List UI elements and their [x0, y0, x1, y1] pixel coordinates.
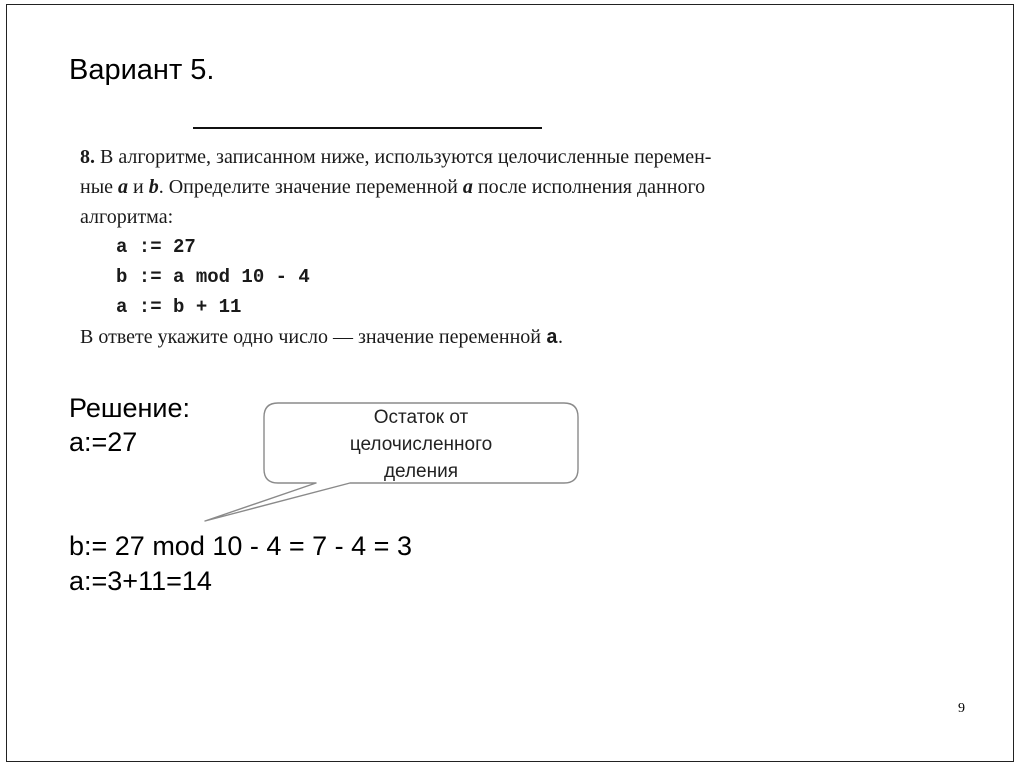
task-var-b: b	[148, 176, 159, 198]
callout-text	[264, 404, 578, 485]
task-answer-end: .	[558, 326, 564, 348]
page-number: 9	[958, 701, 965, 716]
callout-line-1: Остаток от	[373, 407, 469, 428]
task-var-a-2: a	[462, 176, 473, 198]
task-line-3: алгоритма:	[80, 206, 174, 228]
solution-step-2: b:= 27 mod 10 - 4 = 7 - 4 = 3	[69, 531, 412, 561]
solution-step-1: a:=27	[69, 427, 138, 457]
callout-line-2: целочисленного	[349, 434, 493, 455]
solution-step-3: a:=3+11=14	[69, 566, 212, 596]
task-text-2a: ные	[80, 176, 119, 198]
task-var-a: a	[118, 176, 129, 198]
task-text-2d: после исполнения данного	[472, 176, 706, 198]
task-text-2c: . Определите значение переменной	[158, 176, 463, 198]
code-line-3: a := b + 11	[116, 296, 242, 318]
task-text-1: В алгоритме, записанном ниже, используются целочисленные перемен-	[100, 146, 712, 168]
task-text-2b: и	[128, 176, 149, 198]
task-answer-text: В ответе укажите одно число — значение переменной	[80, 326, 546, 348]
callout-line-3: деления	[383, 461, 459, 482]
code-line-1: a := 27	[116, 236, 196, 258]
task-answer-var: a	[546, 327, 559, 350]
task-number: 8.	[80, 146, 95, 168]
solution-heading: Решение:	[69, 393, 191, 423]
code-line-2: b := a mod 10 - 4	[116, 266, 310, 288]
slide-title: Вариант 5.	[69, 54, 215, 86]
